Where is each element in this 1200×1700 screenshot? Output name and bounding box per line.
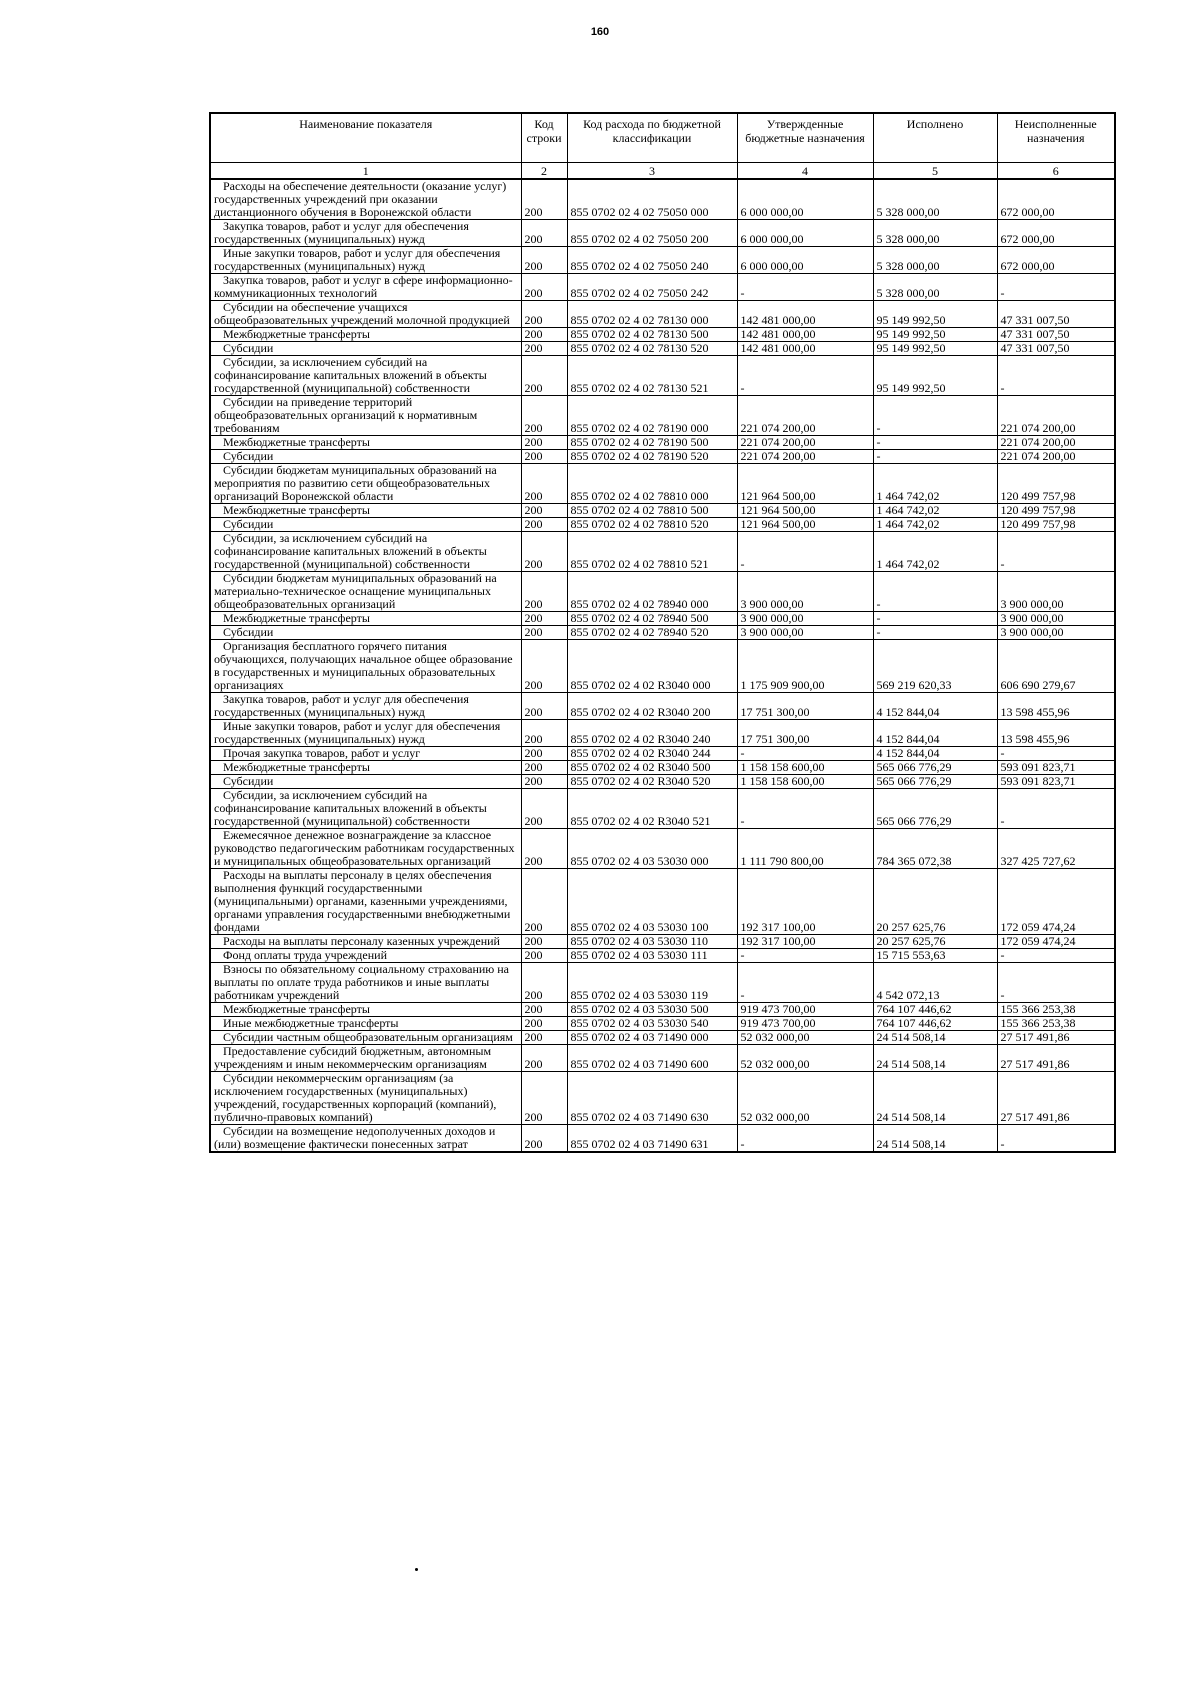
row-unexecuted-amount: 172 059 474,24 (997, 869, 1115, 935)
row-line-code: 200 (521, 720, 567, 747)
table-row (210, 775, 1115, 789)
column-number: 5 (873, 163, 997, 180)
row-unexecuted-amount: 47 331 007,50 (997, 328, 1115, 342)
row-line-code: 200 (521, 1017, 567, 1031)
row-approved-amount: - (737, 1125, 873, 1153)
row-indicator-name: Расходы на выплаты персоналу казенных учреждений (210, 935, 521, 949)
row-indicator-name: Субсидии, за исключением субсидий на софинансирование капитальных вложений в объекты государственной (муниципальной) собственности (210, 532, 521, 572)
row-approved-amount: 919 473 700,00 (737, 1017, 873, 1031)
row-indicator-name: Субсидии на приведение территорий общеобразовательных организаций к нормативным требованиям (210, 396, 521, 436)
row-approved-amount: 3 900 000,00 (737, 612, 873, 626)
row-line-code: 200 (521, 963, 567, 1003)
row-budget-classification-code: 855 0702 02 4 02 78810 520 (567, 518, 737, 532)
row-executed-amount: 4 152 844,04 (873, 720, 997, 747)
row-unexecuted-amount: 327 425 727,62 (997, 829, 1115, 869)
row-indicator-name: Межбюджетные трансферты (210, 436, 521, 450)
row-budget-classification-code: 855 0702 02 4 02 R3040 520 (567, 775, 737, 789)
table-row (210, 935, 1115, 949)
row-unexecuted-amount: - (997, 747, 1115, 761)
row-unexecuted-amount: - (997, 274, 1115, 301)
table-row (210, 450, 1115, 464)
row-budget-classification-code: 855 0702 02 4 03 53030 110 (567, 935, 737, 949)
row-indicator-name: Субсидии (210, 342, 521, 356)
row-approved-amount: 52 032 000,00 (737, 1031, 873, 1045)
row-unexecuted-amount: 3 900 000,00 (997, 626, 1115, 640)
row-line-code: 200 (521, 464, 567, 504)
row-unexecuted-amount: 221 074 200,00 (997, 450, 1115, 464)
row-line-code: 200 (521, 274, 567, 301)
header-row-code: Код строки (521, 113, 567, 163)
row-budget-classification-code: 855 0702 02 4 03 53030 100 (567, 869, 737, 935)
row-budget-classification-code: 855 0702 02 4 02 75050 200 (567, 220, 737, 247)
row-executed-amount: 4 542 072,13 (873, 963, 997, 1003)
row-executed-amount: 5 328 000,00 (873, 274, 997, 301)
row-budget-classification-code: 855 0702 02 4 02 78810 500 (567, 504, 737, 518)
row-executed-amount: 1 464 742,02 (873, 464, 997, 504)
row-approved-amount: - (737, 963, 873, 1003)
row-executed-amount: 1 464 742,02 (873, 518, 997, 532)
row-approved-amount: 142 481 000,00 (737, 342, 873, 356)
row-approved-amount: 52 032 000,00 (737, 1045, 873, 1072)
table-row (210, 504, 1115, 518)
table-row (210, 464, 1115, 504)
row-indicator-name: Иные закупки товаров, работ и услуг для обеспечения государственных (муниципальных) нужд (210, 720, 521, 747)
row-executed-amount: 565 066 776,29 (873, 761, 997, 775)
row-unexecuted-amount: 47 331 007,50 (997, 342, 1115, 356)
row-indicator-name: Межбюджетные трансферты (210, 612, 521, 626)
column-number: 1 (210, 163, 521, 180)
row-line-code: 200 (521, 532, 567, 572)
row-unexecuted-amount: - (997, 963, 1115, 1003)
row-unexecuted-amount: 672 000,00 (997, 220, 1115, 247)
row-executed-amount: - (873, 396, 997, 436)
column-number: 6 (997, 163, 1115, 180)
row-executed-amount: 1 464 742,02 (873, 532, 997, 572)
row-line-code: 200 (521, 640, 567, 693)
row-indicator-name: Субсидии (210, 626, 521, 640)
row-budget-classification-code: 855 0702 02 4 02 78130 521 (567, 356, 737, 396)
row-executed-amount: - (873, 626, 997, 640)
row-indicator-name: Субсидии (210, 518, 521, 532)
row-executed-amount: 95 149 992,50 (873, 356, 997, 396)
row-unexecuted-amount: 221 074 200,00 (997, 436, 1115, 450)
row-line-code: 200 (521, 1072, 567, 1125)
row-executed-amount: 95 149 992,50 (873, 301, 997, 328)
row-budget-classification-code: 855 0702 02 4 02 78130 000 (567, 301, 737, 328)
row-budget-classification-code: 855 0702 02 4 02 R3040 240 (567, 720, 737, 747)
row-unexecuted-amount: - (997, 1125, 1115, 1153)
row-executed-amount: 4 152 844,04 (873, 693, 997, 720)
row-executed-amount: 95 149 992,50 (873, 342, 997, 356)
row-approved-amount: 221 074 200,00 (737, 396, 873, 436)
table-row (210, 274, 1115, 301)
header-approved-appropriations: Утвержденные бюджетные назначения (737, 113, 873, 163)
table-row (210, 1017, 1115, 1031)
row-unexecuted-amount: 3 900 000,00 (997, 572, 1115, 612)
row-line-code: 200 (521, 450, 567, 464)
row-unexecuted-amount: 155 366 253,38 (997, 1003, 1115, 1017)
row-indicator-name: Взносы по обязательному социальному страхованию на выплаты по оплате труда работников и иные выплаты работникам учреждений (210, 963, 521, 1003)
row-unexecuted-amount: 13 598 455,96 (997, 720, 1115, 747)
row-line-code: 200 (521, 1003, 567, 1017)
row-budget-classification-code: 855 0702 02 4 03 71490 630 (567, 1072, 737, 1125)
table-row (210, 328, 1115, 342)
row-line-code: 200 (521, 829, 567, 869)
row-approved-amount: 192 317 100,00 (737, 869, 873, 935)
row-indicator-name: Межбюджетные трансферты (210, 761, 521, 775)
table-row (210, 572, 1115, 612)
row-budget-classification-code: 855 0702 02 4 02 R3040 000 (567, 640, 737, 693)
row-budget-classification-code: 855 0702 02 4 02 78190 000 (567, 396, 737, 436)
row-indicator-name: Расходы на выплаты персоналу в целях обеспечения выполнения функций государственными (муниципальными) органами, казенными учреждениями, органами управления государственными внебюджетными фондами (210, 869, 521, 935)
row-approved-amount: - (737, 274, 873, 301)
table-row (210, 640, 1115, 693)
row-indicator-name: Иные закупки товаров, работ и услуг для обеспечения государственных (муниципальных) нужд (210, 247, 521, 274)
row-approved-amount: 3 900 000,00 (737, 572, 873, 612)
row-indicator-name: Субсидии на возмещение недополученных доходов и (или) возмещение фактически понесенных затрат (210, 1125, 521, 1153)
row-approved-amount: 17 751 300,00 (737, 693, 873, 720)
column-number: 2 (521, 163, 567, 180)
table-row (210, 761, 1115, 775)
row-line-code: 200 (521, 247, 567, 274)
table-row (210, 789, 1115, 829)
row-indicator-name: Организация бесплатного горячего питания обучающихся, получающих начальное общее образование в государственных и муниципальных образовательных организациях (210, 640, 521, 693)
header-unexecuted-appropriations: Неисполненные назначения (997, 113, 1115, 163)
row-approved-amount: - (737, 532, 873, 572)
row-executed-amount: 20 257 625,76 (873, 935, 997, 949)
row-unexecuted-amount: 120 499 757,98 (997, 518, 1115, 532)
row-approved-amount: - (737, 789, 873, 829)
table-row (210, 301, 1115, 328)
row-budget-classification-code: 855 0702 02 4 02 75050 240 (567, 247, 737, 274)
row-approved-amount: 52 032 000,00 (737, 1072, 873, 1125)
row-approved-amount: 6 000 000,00 (737, 220, 873, 247)
row-executed-amount: 565 066 776,29 (873, 789, 997, 829)
table-row (210, 518, 1115, 532)
row-unexecuted-amount: 155 366 253,38 (997, 1017, 1115, 1031)
row-indicator-name: Закупка товаров, работ и услуг для обеспечения государственных (муниципальных) нужд (210, 220, 521, 247)
table-row (210, 220, 1115, 247)
row-executed-amount: 5 328 000,00 (873, 220, 997, 247)
row-approved-amount: 17 751 300,00 (737, 720, 873, 747)
row-unexecuted-amount: - (997, 949, 1115, 963)
table-row (210, 1003, 1115, 1017)
table-row (210, 1045, 1115, 1072)
row-budget-classification-code: 855 0702 02 4 02 78810 000 (567, 464, 737, 504)
row-indicator-name: Прочая закупка товаров, работ и услуг (210, 747, 521, 761)
table-row (210, 869, 1115, 935)
row-approved-amount: 3 900 000,00 (737, 626, 873, 640)
row-budget-classification-code: 855 0702 02 4 03 53030 500 (567, 1003, 737, 1017)
row-indicator-name: Фонд оплаты труда учреждений (210, 949, 521, 963)
row-indicator-name: Закупка товаров, работ и услуг в сфере информационно-коммуникационных технологий (210, 274, 521, 301)
row-executed-amount: 15 715 553,63 (873, 949, 997, 963)
row-approved-amount: 1 111 790 800,00 (737, 829, 873, 869)
row-indicator-name: Предоставление субсидий бюджетным, автономным учреждениям и иным некоммерческим организациям (210, 1045, 521, 1072)
row-line-code: 200 (521, 1125, 567, 1153)
row-indicator-name: Расходы на обеспечение деятельности (оказание услуг) государственных учреждений при оказании дистанционного обучения в Воронежской области (210, 179, 521, 220)
row-line-code: 200 (521, 356, 567, 396)
row-budget-classification-code: 855 0702 02 4 03 71490 600 (567, 1045, 737, 1072)
row-line-code: 200 (521, 328, 567, 342)
row-budget-classification-code: 855 0702 02 4 02 78940 000 (567, 572, 737, 612)
row-unexecuted-amount: 13 598 455,96 (997, 693, 1115, 720)
row-unexecuted-amount: - (997, 532, 1115, 572)
row-executed-amount: 5 328 000,00 (873, 179, 997, 220)
row-executed-amount: 764 107 446,62 (873, 1017, 997, 1031)
row-indicator-name: Субсидии, за исключением субсидий на софинансирование капитальных вложений в объекты государственной (муниципальной) собственности (210, 356, 521, 396)
row-approved-amount: 1 175 909 900,00 (737, 640, 873, 693)
column-number: 4 (737, 163, 873, 180)
row-executed-amount: - (873, 450, 997, 464)
row-indicator-name: Субсидии (210, 450, 521, 464)
row-line-code: 200 (521, 612, 567, 626)
page-number: 160 (590, 26, 610, 38)
row-approved-amount: 121 964 500,00 (737, 518, 873, 532)
header-row (210, 113, 1115, 163)
row-line-code: 200 (521, 179, 567, 220)
row-executed-amount: 95 149 992,50 (873, 328, 997, 342)
row-budget-classification-code: 855 0702 02 4 02 78190 520 (567, 450, 737, 464)
row-approved-amount: - (737, 356, 873, 396)
table-row (210, 747, 1115, 761)
table-row (210, 1072, 1115, 1125)
row-approved-amount: 6 000 000,00 (737, 247, 873, 274)
row-budget-classification-code: 855 0702 02 4 03 53030 540 (567, 1017, 737, 1031)
row-indicator-name: Межбюджетные трансферты (210, 328, 521, 342)
row-executed-amount: 24 514 508,14 (873, 1045, 997, 1072)
header-indicator-name: Наименование показателя (210, 113, 521, 163)
row-line-code: 200 (521, 949, 567, 963)
row-executed-amount: 24 514 508,14 (873, 1031, 997, 1045)
row-indicator-name: Иные межбюджетные трансферты (210, 1017, 521, 1031)
row-indicator-name: Субсидии бюджетам муниципальных образований на материально-техническое оснащение муниципальных общеобразовательных организаций (210, 572, 521, 612)
row-indicator-name: Ежемесячное денежное вознаграждение за классное руководство педагогическим работникам государственных и муниципальных общеобразовательных организаций (210, 829, 521, 869)
row-budget-classification-code: 855 0702 02 4 02 78940 520 (567, 626, 737, 640)
row-line-code: 200 (521, 504, 567, 518)
row-indicator-name: Субсидии бюджетам муниципальных образований на мероприятия по развитию сети общеобразовательных организаций Воронежской области (210, 464, 521, 504)
row-indicator-name: Субсидии на обеспечение учащихся общеобразовательных учреждений молочной продукцией (210, 301, 521, 328)
row-executed-amount: 24 514 508,14 (873, 1072, 997, 1125)
row-indicator-name: Субсидии частным общеобразовательным организациям (210, 1031, 521, 1045)
row-approved-amount: 1 158 158 600,00 (737, 761, 873, 775)
row-indicator-name: Субсидии некоммерческим организациям (за исключением государственных (муниципальных) учреждений, государственных корпораций (компаний), публично-правовых компаний) (210, 1072, 521, 1125)
row-budget-classification-code: 855 0702 02 4 03 53030 111 (567, 949, 737, 963)
row-budget-classification-code: 855 0702 02 4 02 75050 242 (567, 274, 737, 301)
row-line-code: 200 (521, 436, 567, 450)
table-row (210, 612, 1115, 626)
row-budget-classification-code: 855 0702 02 4 03 53030 000 (567, 829, 737, 869)
row-executed-amount: 24 514 508,14 (873, 1125, 997, 1153)
table-row (210, 829, 1115, 869)
row-unexecuted-amount: - (997, 789, 1115, 829)
row-line-code: 200 (521, 572, 567, 612)
table-row (210, 1125, 1115, 1153)
row-unexecuted-amount: 27 517 491,86 (997, 1031, 1115, 1045)
table-row (210, 436, 1115, 450)
row-budget-classification-code: 855 0702 02 4 02 R3040 521 (567, 789, 737, 829)
row-indicator-name: Субсидии (210, 775, 521, 789)
row-approved-amount: 1 158 158 600,00 (737, 775, 873, 789)
table-row (210, 626, 1115, 640)
row-executed-amount: - (873, 572, 997, 612)
row-approved-amount: - (737, 747, 873, 761)
row-unexecuted-amount: 672 000,00 (997, 179, 1115, 220)
row-approved-amount: 121 964 500,00 (737, 464, 873, 504)
row-budget-classification-code: 855 0702 02 4 02 78130 500 (567, 328, 737, 342)
row-budget-classification-code: 855 0702 02 4 03 71490 000 (567, 1031, 737, 1045)
row-line-code: 200 (521, 220, 567, 247)
table-row (210, 342, 1115, 356)
row-executed-amount: 20 257 625,76 (873, 869, 997, 935)
row-line-code: 200 (521, 626, 567, 640)
row-executed-amount: 5 328 000,00 (873, 247, 997, 274)
row-line-code: 200 (521, 747, 567, 761)
row-line-code: 200 (521, 693, 567, 720)
row-indicator-name: Межбюджетные трансферты (210, 504, 521, 518)
row-unexecuted-amount: 27 517 491,86 (997, 1072, 1115, 1125)
row-executed-amount: 565 066 776,29 (873, 775, 997, 789)
row-executed-amount: 4 152 844,04 (873, 747, 997, 761)
row-budget-classification-code: 855 0702 02 4 02 R3040 200 (567, 693, 737, 720)
row-line-code: 200 (521, 301, 567, 328)
row-executed-amount: 1 464 742,02 (873, 504, 997, 518)
row-line-code: 200 (521, 789, 567, 829)
row-indicator-name: Субсидии, за исключением субсидий на софинансирование капитальных вложений в объекты государственной (муниципальной) собственности (210, 789, 521, 829)
row-line-code: 200 (521, 869, 567, 935)
row-unexecuted-amount: 172 059 474,24 (997, 935, 1115, 949)
row-line-code: 200 (521, 1045, 567, 1072)
row-executed-amount: - (873, 612, 997, 626)
row-unexecuted-amount: 3 900 000,00 (997, 612, 1115, 626)
budget-execution-table (209, 112, 1116, 1153)
header-executed: Исполнено (873, 113, 997, 163)
row-unexecuted-amount: 593 091 823,71 (997, 761, 1115, 775)
table-row (210, 179, 1115, 220)
header-budget-classification-code: Код расхода по бюджетной классификации (567, 113, 737, 163)
row-budget-classification-code: 855 0702 02 4 02 75050 000 (567, 179, 737, 220)
row-approved-amount: 142 481 000,00 (737, 301, 873, 328)
stray-ink-dot (415, 1568, 418, 1571)
row-budget-classification-code: 855 0702 02 4 02 78940 500 (567, 612, 737, 626)
table-row (210, 693, 1115, 720)
row-executed-amount: 784 365 072,38 (873, 829, 997, 869)
row-line-code: 200 (521, 342, 567, 356)
row-executed-amount: 569 219 620,33 (873, 640, 997, 693)
row-approved-amount: 192 317 100,00 (737, 935, 873, 949)
row-budget-classification-code: 855 0702 02 4 02 78810 521 (567, 532, 737, 572)
row-unexecuted-amount: 120 499 757,98 (997, 504, 1115, 518)
row-approved-amount: 121 964 500,00 (737, 504, 873, 518)
row-unexecuted-amount: 120 499 757,98 (997, 464, 1115, 504)
table-row (210, 949, 1115, 963)
column-number-row (210, 163, 1115, 180)
row-unexecuted-amount: 606 690 279,67 (997, 640, 1115, 693)
table-row (210, 356, 1115, 396)
row-budget-classification-code: 855 0702 02 4 03 71490 631 (567, 1125, 737, 1153)
row-approved-amount: 919 473 700,00 (737, 1003, 873, 1017)
row-budget-classification-code: 855 0702 02 4 02 78190 500 (567, 436, 737, 450)
row-unexecuted-amount: 672 000,00 (997, 247, 1115, 274)
row-line-code: 200 (521, 935, 567, 949)
table-row (210, 720, 1115, 747)
table-row (210, 247, 1115, 274)
row-line-code: 200 (521, 396, 567, 436)
row-approved-amount: 221 074 200,00 (737, 436, 873, 450)
row-budget-classification-code: 855 0702 02 4 02 R3040 500 (567, 761, 737, 775)
row-indicator-name: Межбюджетные трансферты (210, 1003, 521, 1017)
row-line-code: 200 (521, 775, 567, 789)
row-executed-amount: - (873, 436, 997, 450)
row-budget-classification-code: 855 0702 02 4 02 78130 520 (567, 342, 737, 356)
row-unexecuted-amount: - (997, 356, 1115, 396)
row-budget-classification-code: 855 0702 02 4 02 R3040 244 (567, 747, 737, 761)
row-line-code: 200 (521, 761, 567, 775)
row-budget-classification-code: 855 0702 02 4 03 53030 119 (567, 963, 737, 1003)
table-row (210, 532, 1115, 572)
row-unexecuted-amount: 221 074 200,00 (997, 396, 1115, 436)
row-line-code: 200 (521, 518, 567, 532)
table-body (210, 179, 1115, 1152)
row-approved-amount: 221 074 200,00 (737, 450, 873, 464)
column-number: 3 (567, 163, 737, 180)
row-approved-amount: 142 481 000,00 (737, 328, 873, 342)
row-approved-amount: - (737, 949, 873, 963)
row-approved-amount: 6 000 000,00 (737, 179, 873, 220)
row-executed-amount: 764 107 446,62 (873, 1003, 997, 1017)
row-unexecuted-amount: 47 331 007,50 (997, 301, 1115, 328)
table-row (210, 396, 1115, 436)
row-indicator-name: Закупка товаров, работ и услуг для обеспечения государственных (муниципальных) нужд (210, 693, 521, 720)
row-unexecuted-amount: 27 517 491,86 (997, 1045, 1115, 1072)
row-unexecuted-amount: 593 091 823,71 (997, 775, 1115, 789)
table-row (210, 1031, 1115, 1045)
table-row (210, 963, 1115, 1003)
row-line-code: 200 (521, 1031, 567, 1045)
